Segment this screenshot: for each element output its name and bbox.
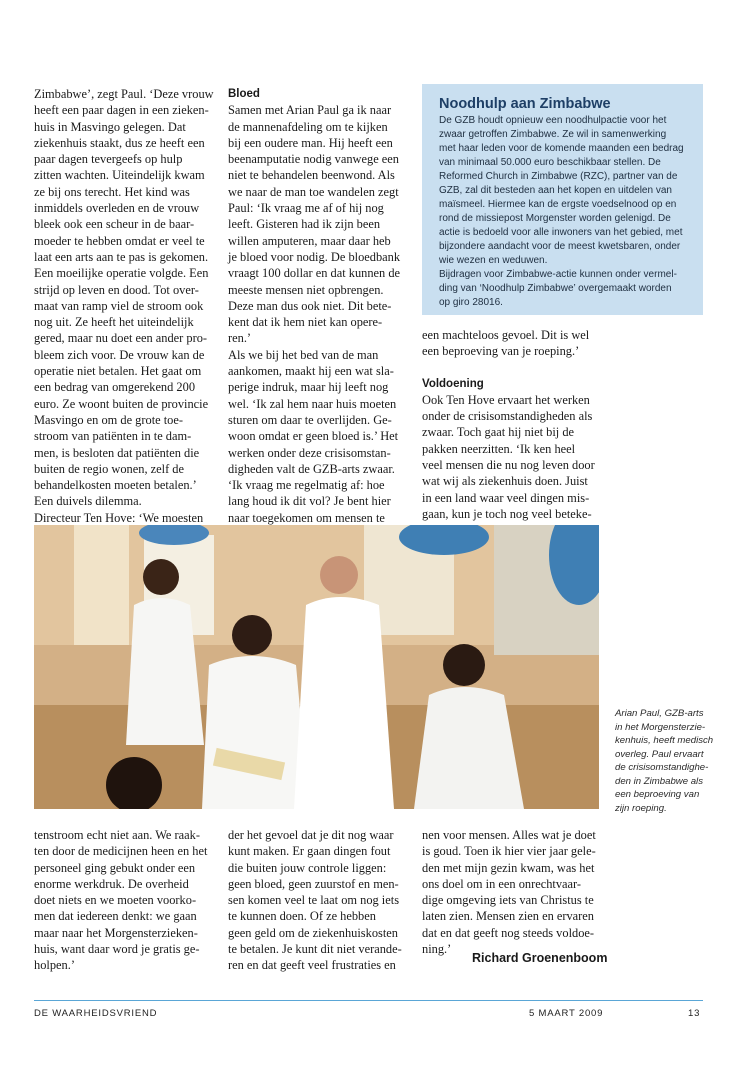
column-1-top-text: Zimbabwe’, zegt Paul. ‘Deze vrouw heeft een paar dagen in een zieken- huis in Masvingo gelegen. Dat ziekenhuis staakt, dus ze heeft een paar dagen tevergeefs op hulp zitten wachten. Uiteindelijk kwam ze bij ons terecht. Het kind was inmiddels overleden en de vrouw bleek ook een scheur in de baar- moeder te hebben omdat er veel te laat een arts aan te pas is gekomen. Een moeilijke operatie volgde. Een strijd op leven en dood. Tot over- maat van ramp viel de stroom ook nog uit. Ze heeft het uiteindelijk gered, maar nu doet een ander pro- bleem zich voor. De vrouw kan de operatie niet betalen. Het gaat om een bedrag van omgerekend 200 euro. Ze woont buiten de provincie Masvingo en om de grote toe- stroom van patiënten in te dam- men, is besloten dat patiënten die buiten de regio wonen, zelf de behandelkosten moeten betalen.’ Een duivels dilemma. Directeur Ten Hove: ‘We moesten bbox=[34, 87, 214, 525]
column-3-top bbox=[422, 327, 622, 522]
column-2-top bbox=[228, 86, 418, 542]
column-1-top bbox=[34, 86, 224, 542]
sidebar-body: De GZB houdt opnieuw een noodhulpactie voor het zwaar getroffen Zimbabwe. Ze wil in samenwerking met haar leden voor de komende maanden een bedrag van minimaal 50.000 euro beschikbaar stellen. De Reformed Church in Zimbabwe (RZC), partner van de GZB, zal dit besteden aan het kopen en uitdelen van maïsmeel. Hiermee kan de ergste voedselnood op en rond de missiepost Morgenster worden gelenigd. De actie is bedoeld voor alle inwoners van het gebied, met bijzondere aandacht voor de meest kwetsbaren, onder wie wezen en weduwen. Bijdragen voor Zimbabwe-actie kunnen onder vermel- ding van ‘Noodhulp Zimbabwe’ overgemaakt worden op giro 28016. bbox=[439, 115, 684, 308]
paragraph-gap bbox=[422, 360, 622, 376]
column-1-bottom-text: tenstroom echt niet aan. We raak- ten door de medicijnen heen en het personeel ging gebukt onder een enorme werkdruk. De overheid doet niets en we moeten voorko- men dat iedereen denkt: we gaan maar naar het Morgensterzieken- huis, want daar word je gratis ge- holpen.’ bbox=[34, 828, 208, 973]
sidebar-box bbox=[422, 84, 703, 315]
column-3-top-text-b: Ook Ten Hove ervaart het werken onder de crisisomstandigheden als zwaar. Toch gaat hij niet bij de pakken neerzitten. ‘Ik ken heel veel mensen die nu nog leven door wat wij als ziekenhuis doen. Juist in een land waar veel dingen mis- gaan, kun je toch nog veel beteke- bbox=[422, 392, 595, 521]
footer-date: 5 MAART 2009 bbox=[529, 1008, 604, 1019]
photo-caption: Arian Paul, GZB-arts in het Morgensterzie- kenhuis, heeft medisch overleg. Paul ervaart de crisisomstandighe- den in Zimbabwe als een beproeving van zijn roeping. bbox=[615, 708, 714, 814]
column-3-bottom bbox=[422, 827, 622, 957]
author-byline: Richard Groenenboom bbox=[472, 951, 608, 965]
sidebar-title: Noodhulp aan Zimbabwe bbox=[439, 96, 611, 112]
column-2-bottom bbox=[228, 827, 418, 974]
footer-page-number: 13 bbox=[688, 1008, 701, 1019]
footer-publication: DE WAARHEIDSVRIEND bbox=[34, 1008, 158, 1019]
column-3-top-text-a: een machteloos gevoel. Dit is wel een beproeving van je roeping.’ bbox=[422, 328, 590, 359]
section-heading-bloed: Bloed bbox=[228, 88, 260, 100]
column-2-top-text: Samen met Arian Paul ga ik naar de mannenafdeling om te kijken bij een oudere man. Hij heeft een beenamputatie nodig vanwege een niet te behandelen beenwond. Als we naar de man toe wandelen zegt Paul: ‘Ik vraag me af of hij nog leeft. Gisteren had ik zijn been willen amputeren, maar daar heb je bloed voor nodig. De bloedbank vraagt 100 dollar en dat kunnen de meeste mensen niet opbrengen. Deze man dus ook niet. Dit bete- kent dat ik hem niet kan opere- ren.’ Als we bij het bed van de man aankomen, maakt hij een wat sla- perige indruk, maar hij leeft nog wel. ‘Ik zal hem naar huis moeten sturen om daar te overlijden. Ge- woon omdat er geen bloed is.’ Het werken onder deze crisisomstan- digheden valt de GZB-arts zwaar. ‘Ik vraag me regelmatig af: hoe lang houd ik dit vol? Je bent hier naar toegekomen om mensen te bbox=[228, 103, 401, 525]
footer-rule bbox=[34, 1000, 703, 1001]
column-3-bottom-text: nen voor mensen. Alles wat je doet is goud. Toen ik hier vier jaar gele- den met mijn gezin kwam, was het ons doel om in een onrechtvaar- dige omgeving iets van Christus te laten zien. Mensen zien en ervaren dat en dat geeft nog steeds voldoe- ning.’ bbox=[422, 828, 596, 957]
column-2-bottom-text: der het gevoel dat je dit nog waar kunt maken. Er gaan dingen fout die buiten jouw controle liggen: geen bloed, geen zuurstof en men- sen komen veel te laat om nog iets te kunnen doen. Of ze hebben geen geld om de ziekenhuiskosten te betalen. Je kunt dit niet verande- ren en dat geeft veel frustraties en bbox=[228, 828, 402, 973]
column-1-bottom bbox=[34, 827, 224, 974]
ward-scene-illustration bbox=[34, 525, 599, 809]
article-photo bbox=[34, 525, 599, 809]
section-heading-voldoening: Voldoening bbox=[422, 377, 484, 390]
